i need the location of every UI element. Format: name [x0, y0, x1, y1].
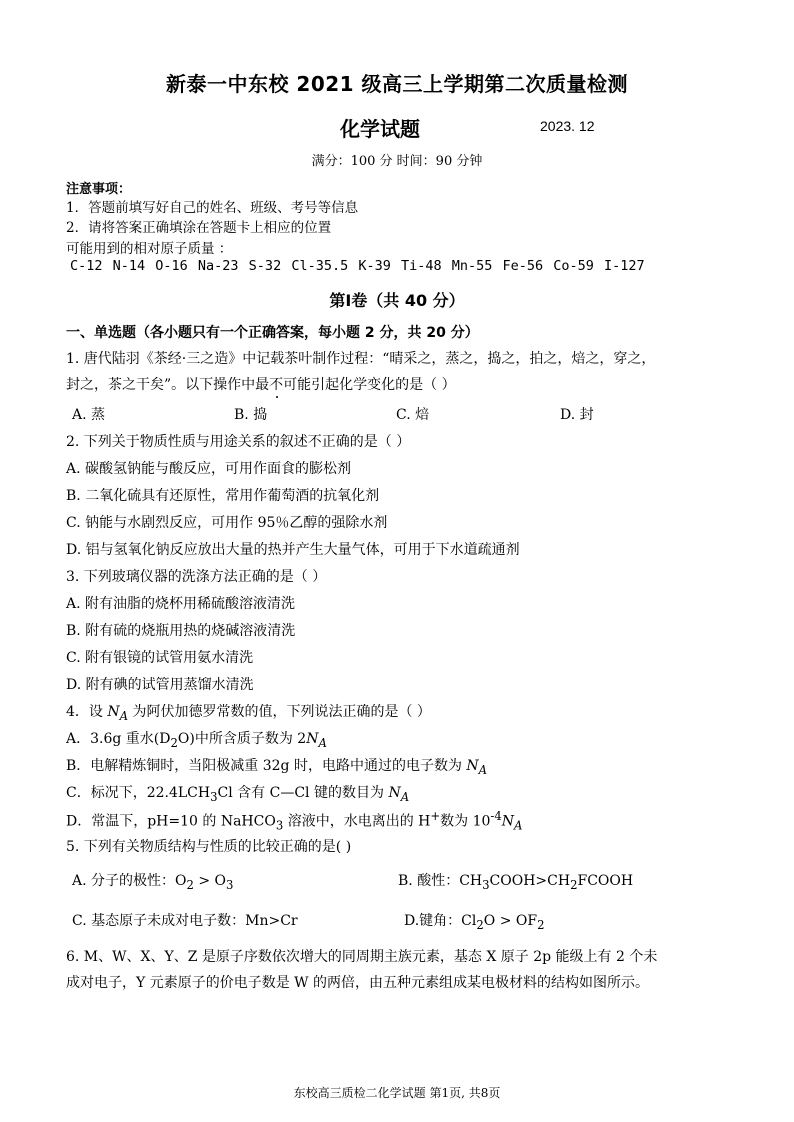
- question-6-line2: 成对电子，Y 元素原子的价电子数是 W 的两倍，由五种元素组成某电极材料的结构如图所示。: [66, 975, 649, 991]
- atomic-masses: C-12 N-14 O-16 Na-23 S-32 Cl-35.5 K-39 Ti-48 Mn-55 Fe-56 Co-59 I-127: [70, 258, 645, 274]
- q4-option-d: D．常温下，pH=10 的 NaHCO$_3$ 溶液中，水电离出的 H+数为 $10^{-4}N_A$: [66, 809, 523, 833]
- question-2-stem: 2. 下列关于物质性质与用途关系的叙述不正确的是（ ）: [66, 434, 411, 450]
- q3-option-d: D. 附有碘的试管用蒸馏水清洗: [66, 677, 254, 693]
- question-1-line1: 1. 唐代陆羽《茶经·三之造》中记载茶叶制作过程：“晴采之，蒸之，捣之，拍之，焙之，穿之，: [66, 351, 656, 367]
- exam-title: 新泰一中东校 2021 级高三上学期第二次质量检测: [165, 72, 629, 96]
- question-6-line1: 6. M、W、X、Y、Z 是原子序数依次增大的同周期主族元素，基态 X 原子 2p 能级上有 2 个未: [66, 949, 658, 965]
- q5-option-a: A. 分子的极性：$O_2 > O_3$: [72, 873, 234, 892]
- q2-option-d: D. 铝与氢氧化钠反应放出大量的热并产生大量气体，可用于下水道疏通剂: [66, 542, 520, 558]
- q1-option-a: A. 蒸: [72, 407, 106, 423]
- q2-option-b: B. 二氧化硫具有还原性，常用作葡萄酒的抗氧化剂: [66, 488, 380, 504]
- question-1-line2: 封之，茶之干矣”。以下操作中最不可能引起化学变化的是（ ）: [66, 377, 456, 393]
- question-3-stem: 3. 下列玻璃仪器的洗涤方法正确的是（ ）: [66, 569, 327, 585]
- score-time: 满分：100 分 时间：90 分钟: [311, 154, 483, 169]
- page-footer: 东校高三质检二化学试题 第1页, 共8页: [293, 1086, 501, 1100]
- emphasis-mark: 不: [269, 377, 284, 393]
- question-5-stem: 5. 下列有关物质结构与性质的比较正确的是( ): [66, 839, 352, 855]
- q5-option-c: C. 基态原子未成对电子数：Mn>Cr: [72, 913, 298, 929]
- question-4-stem: 4．设 $N_A$ 为阿伏加德罗常数的值，下列说法正确的是（ ）: [66, 704, 431, 723]
- q2-option-c: C. 钠能与水剧烈反应，可用作 95％乙醇的强除水剂: [66, 515, 388, 531]
- q3-option-a: A. 附有油脂的烧杯用稀硫酸溶液清洗: [66, 596, 296, 612]
- subject-title: 化学试题: [340, 117, 420, 141]
- part-title: 第Ⅰ卷（共 40 分）: [329, 291, 465, 310]
- q2-option-a: A. 碳酸氢钠能与酸反应，可用作面食的膨松剂: [66, 461, 352, 477]
- notice-item: 2．请将答案正确填涂在答题卡上相应的位置: [66, 220, 332, 236]
- q1-option-d: D. 封: [560, 407, 594, 423]
- q1-option-b: B. 捣: [234, 407, 268, 423]
- notice-item: 1．答题前填写好自己的姓名、班级、考号等信息: [66, 200, 359, 216]
- section-title: 一、单选题（各小题只有一个正确答案，每小题 2 分，共 20 分）: [66, 325, 479, 341]
- q4-option-a: A．3.6g 重水$(D_2O)$中所含质子数为 $2N_A$: [66, 731, 327, 750]
- q5-option-d: D.键角：$Cl_2O > OF_2$: [404, 913, 545, 932]
- q4-option-c: C．标况下，$22.4LCH_3Cl$ 含有 C—Cl 键的数目为 $N_A$: [66, 785, 410, 804]
- q1-option-c: C. 焙: [396, 407, 430, 423]
- notice-heading: 注意事项：: [66, 182, 132, 197]
- q3-option-b: B. 附有硫的烧瓶用热的烧碱溶液清洗: [66, 623, 296, 639]
- q4-option-b: B．电解精炼铜时，当阳极减重 32g 时，电路中通过的电子数为 $N_A$: [66, 758, 488, 777]
- q5-option-b: B. 酸性：$CH_3COOH>CH_2FCOOH$: [398, 873, 634, 892]
- masses-label: 可能用到的相对原子质量 ：: [66, 241, 233, 257]
- q3-option-c: C. 附有银镜的试管用氨水清洗: [66, 650, 254, 666]
- exam-date: 2023. 12: [540, 118, 595, 134]
